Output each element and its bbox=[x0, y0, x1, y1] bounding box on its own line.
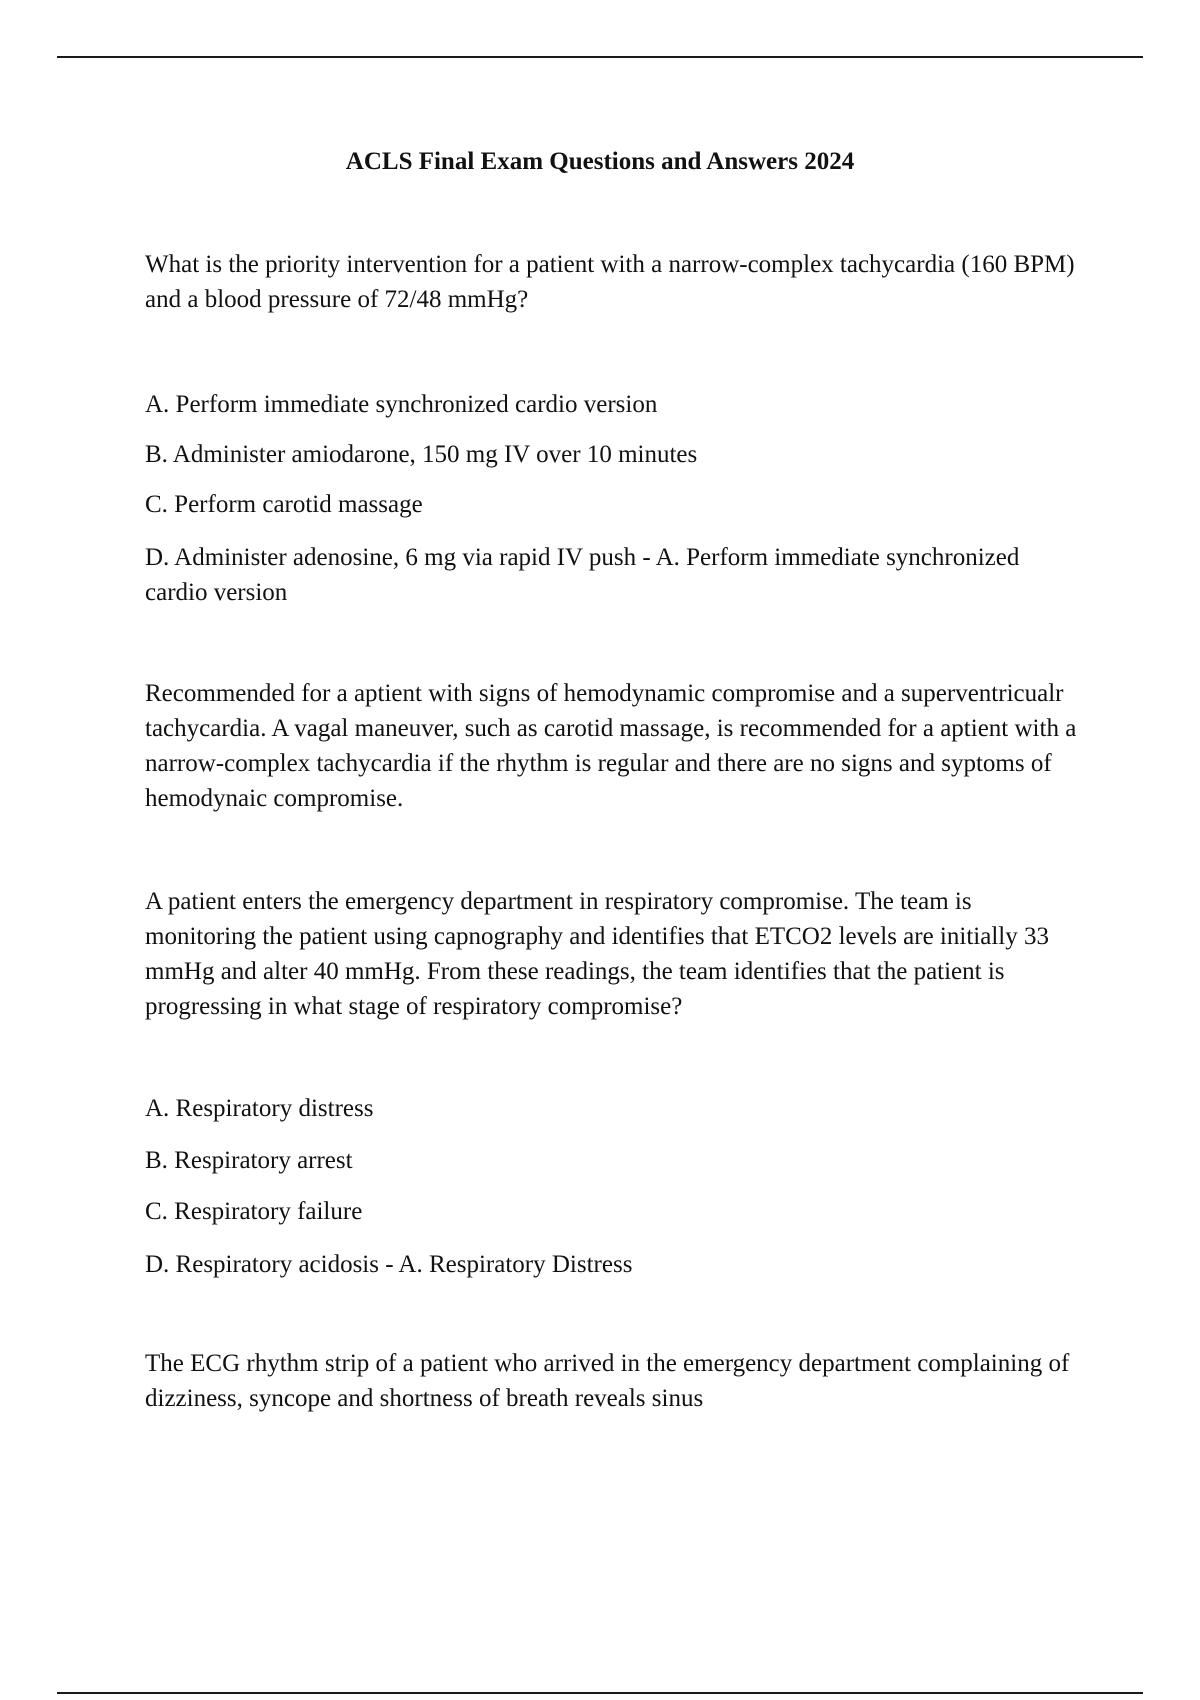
question-2-option-a: A. Respiratory distress bbox=[145, 1095, 374, 1122]
question-2-option-d-answer: D. Respiratory acidosis - A. Respiratory Distress bbox=[145, 1251, 633, 1278]
question-1-rationale: Recommended for a aptient with signs of hemodynamic compromise and a superventricualr tachycardia. A vagal maneuver, such as carotid massage, is recommended for a aptient with a narrow-complex tachycardia if the rhythm is regular and there are no signs and syptoms of hemodynaic compromise. bbox=[145, 680, 1077, 812]
question-1-option-a: A. Perform immediate synchronized cardio version bbox=[145, 391, 658, 418]
question-1-text: What is the priority intervention for a patient with a narrow-complex tachycardia (160 BPM) and a blood pressure of 72/48 mmHg? bbox=[145, 251, 1075, 313]
question-1-option-b: B. Administer amiodarone, 150 mg IV over 10 minutes bbox=[145, 441, 698, 468]
question-3-text: The ECG rhythm strip of a patient who arrived in the emergency department complaining of dizziness, syncope and shortness of breath reveals sinus bbox=[145, 1350, 1070, 1412]
bottom-rule bbox=[57, 1692, 1143, 1694]
page-title: ACLS Final Exam Questions and Answers 2024 bbox=[345, 148, 855, 175]
question-1-option-c: C. Perform carotid massage bbox=[145, 491, 423, 518]
question-1-option-d-answer: D. Administer adenosine, 6 mg via rapid IV push - A. Perform immediate synchronized cardio version bbox=[145, 544, 1020, 606]
question-2-option-c: C. Respiratory failure bbox=[145, 1198, 363, 1225]
top-rule bbox=[57, 56, 1143, 58]
question-2-option-b: B. Respiratory arrest bbox=[145, 1147, 353, 1174]
question-2-text: A patient enters the emergency department in respiratory compromise. The team is monitoring the patient using capnography and identifies that ETCO2 levels are initially 33 mmHg and alter 40 mmHg. From these readings, the team identifies that the patient is progressing in what stage of respiratory compromise? bbox=[145, 888, 1049, 1020]
